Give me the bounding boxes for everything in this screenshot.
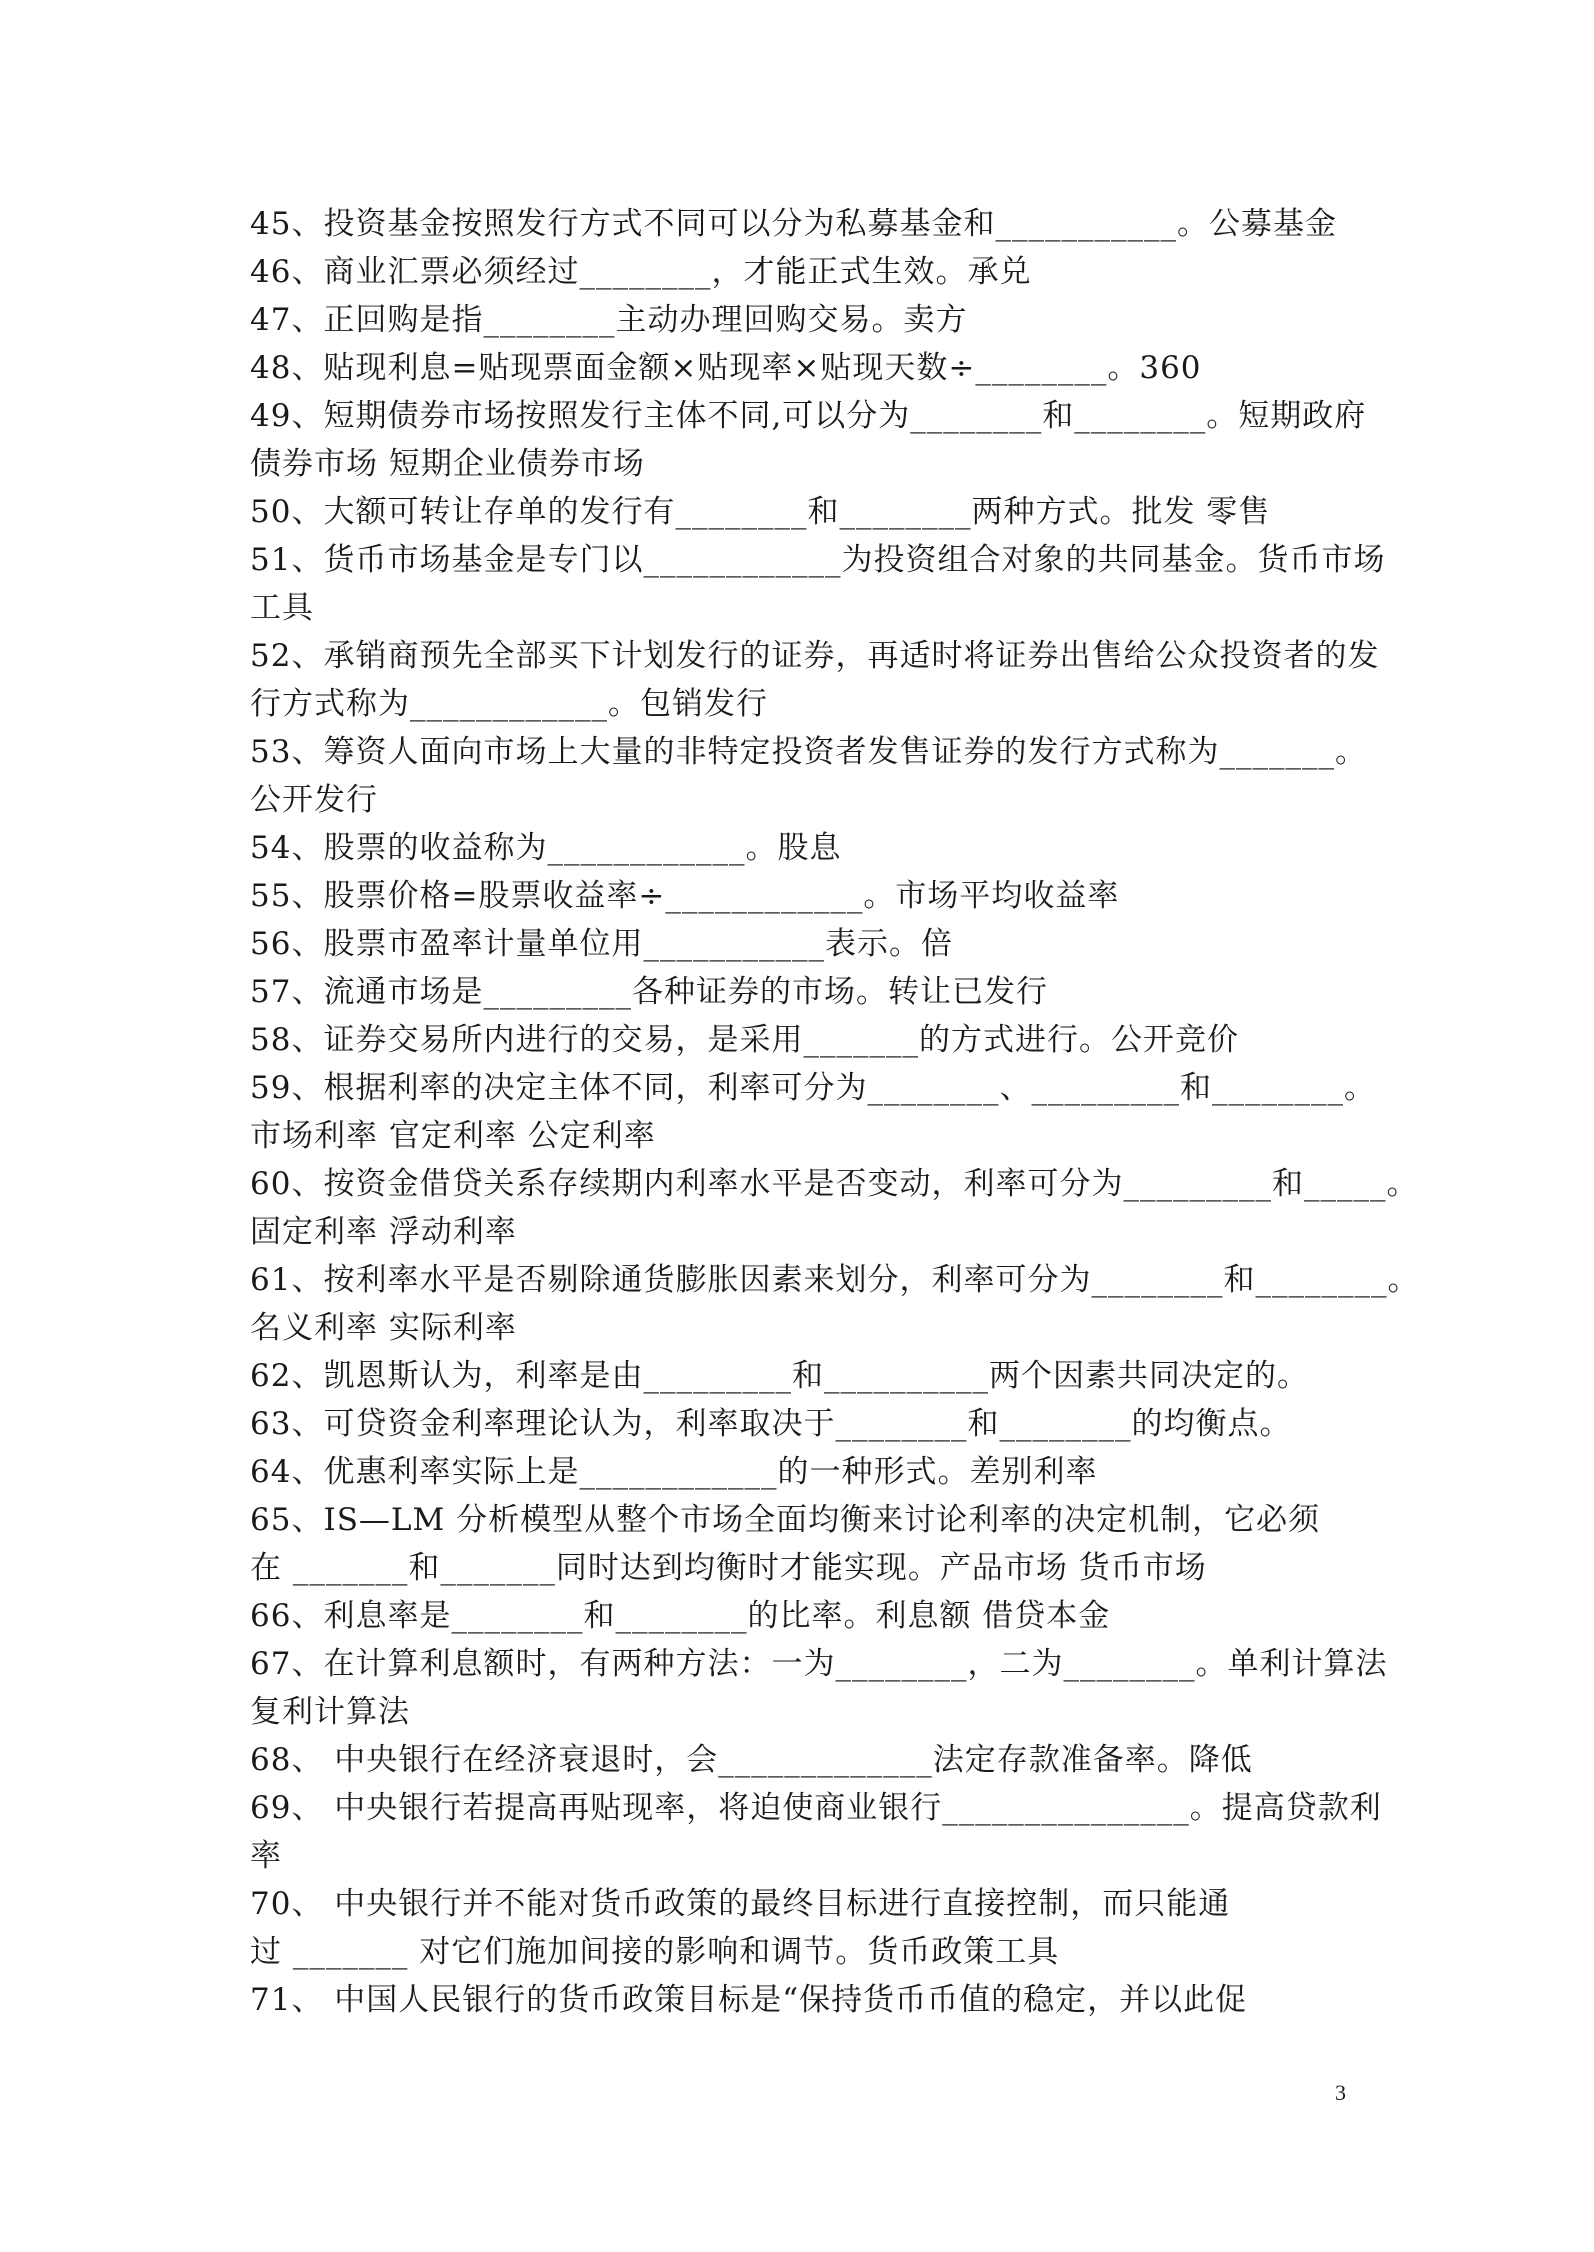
text-line: 53、筹资人面向市场上大量的非特定投资者发售证券的发行方式称为_______。 bbox=[250, 734, 1367, 770]
text-line: 58、证券交易所内进行的交易，是采用_______的方式进行。公开竞价 bbox=[250, 1022, 1239, 1058]
text-line: 67、在计算利息额时，有两种方法：一为________，二为________。单利计算法 bbox=[250, 1646, 1388, 1682]
text-line: 59、根据利率的决定主体不同，利率可分为________、_________和________。 bbox=[250, 1070, 1376, 1106]
text-line: 48、贴现利息=贴现票面金额×贴现率×贴现天数÷________。360 bbox=[250, 350, 1202, 386]
text-line: 47、正回购是指________主动办理回购交易。卖方 bbox=[250, 302, 968, 338]
text-line: 71、 中国人民银行的货币政策目标是“保持货币币值的稳定，并以此促 bbox=[250, 1982, 1248, 2018]
text-line: 名义利率 实际利率 bbox=[250, 1310, 517, 1346]
text-line: 55、股票价格=股票收益率÷____________。市场平均收益率 bbox=[250, 878, 1120, 914]
text-line: 52、承销商预先全部买下计划发行的证券，再适时将证券出售给公众投资者的发 bbox=[250, 638, 1380, 674]
text-line: 54、股票的收益称为____________。股息 bbox=[250, 830, 842, 866]
text-line: 63、可贷资金利率理论认为，利率取决于________和________的均衡点。 bbox=[250, 1406, 1292, 1442]
text-line: 56、股票市盈率计量单位用___________表示。倍 bbox=[250, 926, 953, 962]
text-line: 70、 中央银行并不能对货币政策的最终目标进行直接控制，而只能通 bbox=[250, 1886, 1231, 1922]
text-line: 61、按利率水平是否剔除通货膨胀因素来划分，利率可分为________和________。 bbox=[250, 1262, 1420, 1298]
text-line: 市场利率 官定利率 公定利率 bbox=[250, 1118, 656, 1154]
page-number: 3 bbox=[1335, 2080, 1346, 2105]
text-line: 68、 中央银行在经济衰退时，会_____________法定存款准备率。降低 bbox=[250, 1742, 1253, 1778]
text-line: 64、优惠利率实际上是____________的一种形式。差别利率 bbox=[250, 1454, 1098, 1490]
text-line: 过 _______ 对它们施加间接的影响和调节。货币政策工具 bbox=[250, 1934, 1060, 1970]
text-line: 工具 bbox=[250, 590, 314, 626]
text-line: 49、短期债券市场按照发行主体不同,可以分为________和________。短期政府 bbox=[250, 398, 1367, 434]
text-line: 65、IS—LM 分析模型从整个市场全面均衡来讨论利率的决定机制，它必须 bbox=[250, 1502, 1321, 1538]
text-line: 62、凯恩斯认为，利率是由_________和__________两个因素共同决定的。 bbox=[250, 1358, 1309, 1394]
text-line: 57、流通市场是_________各种证券的市场。转让已发行 bbox=[250, 974, 1048, 1010]
text-line: 51、货币市场基金是专门以____________为投资组合对象的共同基金。货币市场 bbox=[250, 542, 1386, 578]
text-line: 债券市场 短期企业债券市场 bbox=[250, 446, 645, 482]
text-line: 46、商业汇票必须经过________，才能正式生效。承兑 bbox=[250, 254, 1032, 290]
text-line: 公开发行 bbox=[250, 782, 378, 818]
text-line: 66、利息率是________和________的比率。利息额 借贷本金 bbox=[250, 1598, 1111, 1634]
text-line: 复利计算法 bbox=[250, 1694, 410, 1730]
text-line: 60、按资金借贷关系存续期内利率水平是否变动，利率可分为_________和_____。 bbox=[250, 1166, 1419, 1202]
text-line: 45、投资基金按照发行方式不同可以分为私募基金和___________。公募基金 bbox=[250, 206, 1337, 242]
text-line: 固定利率 浮动利率 bbox=[250, 1214, 517, 1250]
page-body bbox=[250, 200, 1420, 2024]
text-line: 行方式称为____________。包销发行 bbox=[250, 686, 768, 722]
text-line: 在 _______和_______同时达到均衡时才能实现。产品市场 货币市场 bbox=[250, 1550, 1207, 1586]
text-line: 率 bbox=[250, 1838, 282, 1874]
text-line: 50、大额可转让存单的发行有________和________两种方式。批发 零售 bbox=[250, 494, 1271, 530]
text-line: 69、 中央银行若提高再贴现率，将迫使商业银行_______________。提高贷款利 bbox=[250, 1790, 1382, 1826]
